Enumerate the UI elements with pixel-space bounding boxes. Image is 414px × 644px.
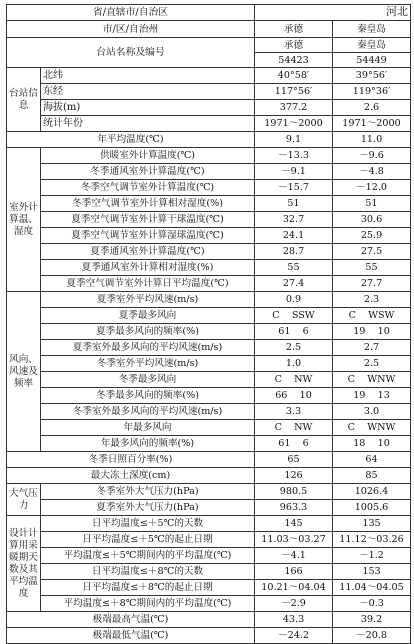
value-cell: C WSW xyxy=(333,308,411,324)
row-label: 平均温度≤＋5℃期间内的平均温度(℃) xyxy=(41,548,255,564)
value-cell: C SSW xyxy=(255,308,333,324)
value-cell: 377.2 xyxy=(255,100,333,116)
value-cell: －12.0 xyxy=(333,180,411,196)
value-cell: 2.5 xyxy=(255,340,333,356)
station-header: 台站名称及编号 xyxy=(7,38,255,68)
city-header: 市/区/自治州 xyxy=(7,21,255,38)
row-label: 日平均温度≤＋8℃的起止日期 xyxy=(41,580,255,596)
table-row xyxy=(7,548,411,564)
row-label: 极端最高气温(℃) xyxy=(7,612,255,628)
row-label: 东经 xyxy=(41,84,255,100)
table-row xyxy=(7,324,411,340)
value-cell: 10.21～04.04 xyxy=(255,580,333,596)
value-cell: －20.8 xyxy=(333,628,411,644)
row-label: 冬季空气调节室外计算温度(℃) xyxy=(41,180,255,196)
value-cell: 39.2 xyxy=(333,612,411,628)
row-label: 夏季空气调节室外计算日平均温度(℃) xyxy=(41,276,255,292)
value-cell: 18 10 xyxy=(333,436,411,452)
value-cell: 55 xyxy=(333,260,411,276)
station-id-cell: 54449 xyxy=(333,53,411,68)
row-label: 夏季室外大气压力(hPa) xyxy=(41,500,255,516)
value-cell: 11.03～03.27 xyxy=(255,532,333,548)
value-cell: 27.7 xyxy=(333,276,411,292)
table-row xyxy=(7,116,411,132)
value-cell: 119°36′ xyxy=(333,84,411,100)
value-cell: C WNW xyxy=(333,420,411,436)
row-label: 供暖室外计算温度(℃) xyxy=(41,148,255,164)
station-name-cell: 秦皇岛 xyxy=(333,38,411,53)
station-id-cell: 54423 xyxy=(255,53,333,68)
row-label: 北纬 xyxy=(41,68,255,84)
row-label: 冬季室外最多风向的平均风速(m/s) xyxy=(41,404,255,420)
row-label: 夏季空气调节室外计算干球温度(℃) xyxy=(41,212,255,228)
row-label: 年平均温度(℃) xyxy=(7,132,255,148)
value-cell: 145 xyxy=(255,516,333,532)
value-cell: C NW xyxy=(255,372,333,388)
row-label: 夏季最多风向的频率(%) xyxy=(41,324,255,340)
table-row xyxy=(7,180,411,196)
table-row xyxy=(7,628,411,644)
row-label: 夏季通风室外计算相对湿度(%) xyxy=(41,260,255,276)
value-cell: 11.12～03.26 xyxy=(333,532,411,548)
value-cell: －24.2 xyxy=(255,628,333,644)
city-cell: 承德 xyxy=(255,21,333,38)
category-station-info: 台站信息 xyxy=(7,68,41,132)
value-cell: 85 xyxy=(333,468,411,484)
table-row xyxy=(7,308,411,324)
value-cell: 3.0 xyxy=(333,404,411,420)
row-label: 冬季室外平均风速(m/s) xyxy=(41,356,255,372)
table-row xyxy=(7,100,411,116)
value-cell: 43.3 xyxy=(255,612,333,628)
row-label: 年最多风向 xyxy=(41,420,255,436)
value-cell: 66 10 xyxy=(255,388,333,404)
value-cell: 153 xyxy=(333,564,411,580)
value-cell: C NW xyxy=(255,420,333,436)
value-cell: 2.5 xyxy=(333,356,411,372)
value-cell: 27.5 xyxy=(333,244,411,260)
value-cell: 65 xyxy=(255,452,333,468)
value-cell: －1.2 xyxy=(333,548,411,564)
table-row xyxy=(7,452,411,468)
table-row xyxy=(7,532,411,548)
value-cell: 963.3 xyxy=(255,500,333,516)
header-row-station xyxy=(7,38,411,53)
value-cell: 32.7 xyxy=(255,212,333,228)
row-label: 冬季日照百分率(%) xyxy=(7,452,255,468)
row-label: 冬季通风室外计算温度(℃) xyxy=(41,164,255,180)
value-cell: 28.7 xyxy=(255,244,333,260)
table-row xyxy=(7,148,411,164)
province-header: 省/直辖市/自治区 xyxy=(7,5,255,21)
table-row xyxy=(7,244,411,260)
table-row xyxy=(7,340,411,356)
row-label: 日平均温度≤＋8℃的天数 xyxy=(41,564,255,580)
value-cell: 39°56′ xyxy=(333,68,411,84)
row-label: 冬季空气调节室外计算相对湿度(%) xyxy=(41,196,255,212)
value-cell: 19 13 xyxy=(333,388,411,404)
value-cell: 1026.4 xyxy=(333,484,411,500)
value-cell: 61 6 xyxy=(255,436,333,452)
value-cell: 24.1 xyxy=(255,228,333,244)
row-label: 夏季最多风向 xyxy=(41,308,255,324)
table-row xyxy=(7,388,411,404)
header-row-province xyxy=(7,5,411,21)
value-cell: －2.9 xyxy=(255,596,333,612)
value-cell: 2.6 xyxy=(333,100,411,116)
value-cell: －13.3 xyxy=(255,148,333,164)
row-label: 夏季室外最多风向的平均风速(m/s) xyxy=(41,340,255,356)
table-row xyxy=(7,564,411,580)
region-label: 河北 xyxy=(386,5,408,18)
value-cell: 135 xyxy=(333,516,411,532)
value-cell: 30.6 xyxy=(333,212,411,228)
value-cell: 40°58′ xyxy=(255,68,333,84)
value-cell: 126 xyxy=(255,468,333,484)
value-cell: －4.1 xyxy=(255,548,333,564)
value-cell: 27.4 xyxy=(255,276,333,292)
table-row xyxy=(7,356,411,372)
row-label: 冬季最多风向 xyxy=(41,372,255,388)
row-label: 最大冻土深度(cm) xyxy=(7,468,255,484)
value-cell: 11.04～04.05 xyxy=(333,580,411,596)
value-cell: －4.8 xyxy=(333,164,411,180)
value-cell: 51 xyxy=(255,196,333,212)
row-label: 夏季空气调节室外计算湿球温度(℃) xyxy=(41,228,255,244)
row-label: 极端最低气温(℃) xyxy=(7,628,255,644)
station-name-cell: 承德 xyxy=(255,38,333,53)
value-cell: 3.3 xyxy=(255,404,333,420)
category-pressure: 大气压力 xyxy=(7,484,41,516)
table-row xyxy=(7,196,411,212)
value-cell: 1.0 xyxy=(255,356,333,372)
table-row xyxy=(7,68,411,84)
value-cell: 0.9 xyxy=(255,292,333,308)
table-row xyxy=(7,436,411,452)
table-row xyxy=(7,84,411,100)
table-row xyxy=(7,500,411,516)
row-label: 统计年份 xyxy=(41,116,255,132)
table-row xyxy=(7,404,411,420)
table-row xyxy=(7,292,411,308)
table-row xyxy=(7,228,411,244)
row-label: 夏季室外平均风速(m/s) xyxy=(41,292,255,308)
value-cell: 117°56′ xyxy=(255,84,333,100)
table-row xyxy=(7,596,411,612)
row-label: 日平均温度≤＋5℃的起止日期 xyxy=(41,532,255,548)
value-cell: C WNW xyxy=(333,372,411,388)
value-cell: 19 10 xyxy=(333,324,411,340)
table-row xyxy=(7,516,411,532)
row-label: 冬季室外大气压力(hPa) xyxy=(41,484,255,500)
value-cell: －9.6 xyxy=(333,148,411,164)
value-cell: 2.7 xyxy=(333,340,411,356)
province-value xyxy=(255,5,411,21)
value-cell: 11.0 xyxy=(333,132,411,148)
value-cell: 2.3 xyxy=(333,292,411,308)
value-cell: 25.9 xyxy=(333,228,411,244)
row-label: 平均温度≤＋8℃期间内的平均温度(℃) xyxy=(41,596,255,612)
row-label: 夏季通风室外计算温度(℃) xyxy=(41,244,255,260)
value-cell: 55 xyxy=(255,260,333,276)
row-label: 日平均温度≤＋5℃的天数 xyxy=(41,516,255,532)
row-label: 年最多风向的频率(%) xyxy=(41,436,255,452)
value-cell: －15.7 xyxy=(255,180,333,196)
table-row xyxy=(7,164,411,180)
value-cell: 1005.6 xyxy=(333,500,411,516)
value-cell: 9.1 xyxy=(255,132,333,148)
table-row xyxy=(7,260,411,276)
value-cell: 980.5 xyxy=(255,484,333,500)
table-row xyxy=(7,484,411,500)
climate-parameter-table xyxy=(6,4,411,644)
row-label: 海拔(m) xyxy=(41,100,255,116)
value-cell: 1971～2000 xyxy=(333,116,411,132)
category-wind: 风向、风速及频率 xyxy=(7,292,41,452)
value-cell: 64 xyxy=(333,452,411,468)
value-cell: 166 xyxy=(255,564,333,580)
table-row xyxy=(7,276,411,292)
value-cell: －9.1 xyxy=(255,164,333,180)
table-row xyxy=(7,372,411,388)
value-cell: 61 6 xyxy=(255,324,333,340)
value-cell: 1971～2000 xyxy=(255,116,333,132)
header-row-city xyxy=(7,21,411,38)
table-row xyxy=(7,212,411,228)
table-row xyxy=(7,132,411,148)
category-outdoor-temp-humidity: 室外计算温、湿度 xyxy=(7,148,41,292)
row-label: 冬季最多风向的频率(%) xyxy=(41,388,255,404)
table-row xyxy=(7,580,411,596)
value-cell: －0.3 xyxy=(333,596,411,612)
city-cell: 秦皇岛 xyxy=(333,21,411,38)
table-row xyxy=(7,468,411,484)
category-heating-design: 设计计算用采暖期天数及其平均温度 xyxy=(7,516,41,612)
value-cell: 51 xyxy=(333,196,411,212)
table-row xyxy=(7,420,411,436)
